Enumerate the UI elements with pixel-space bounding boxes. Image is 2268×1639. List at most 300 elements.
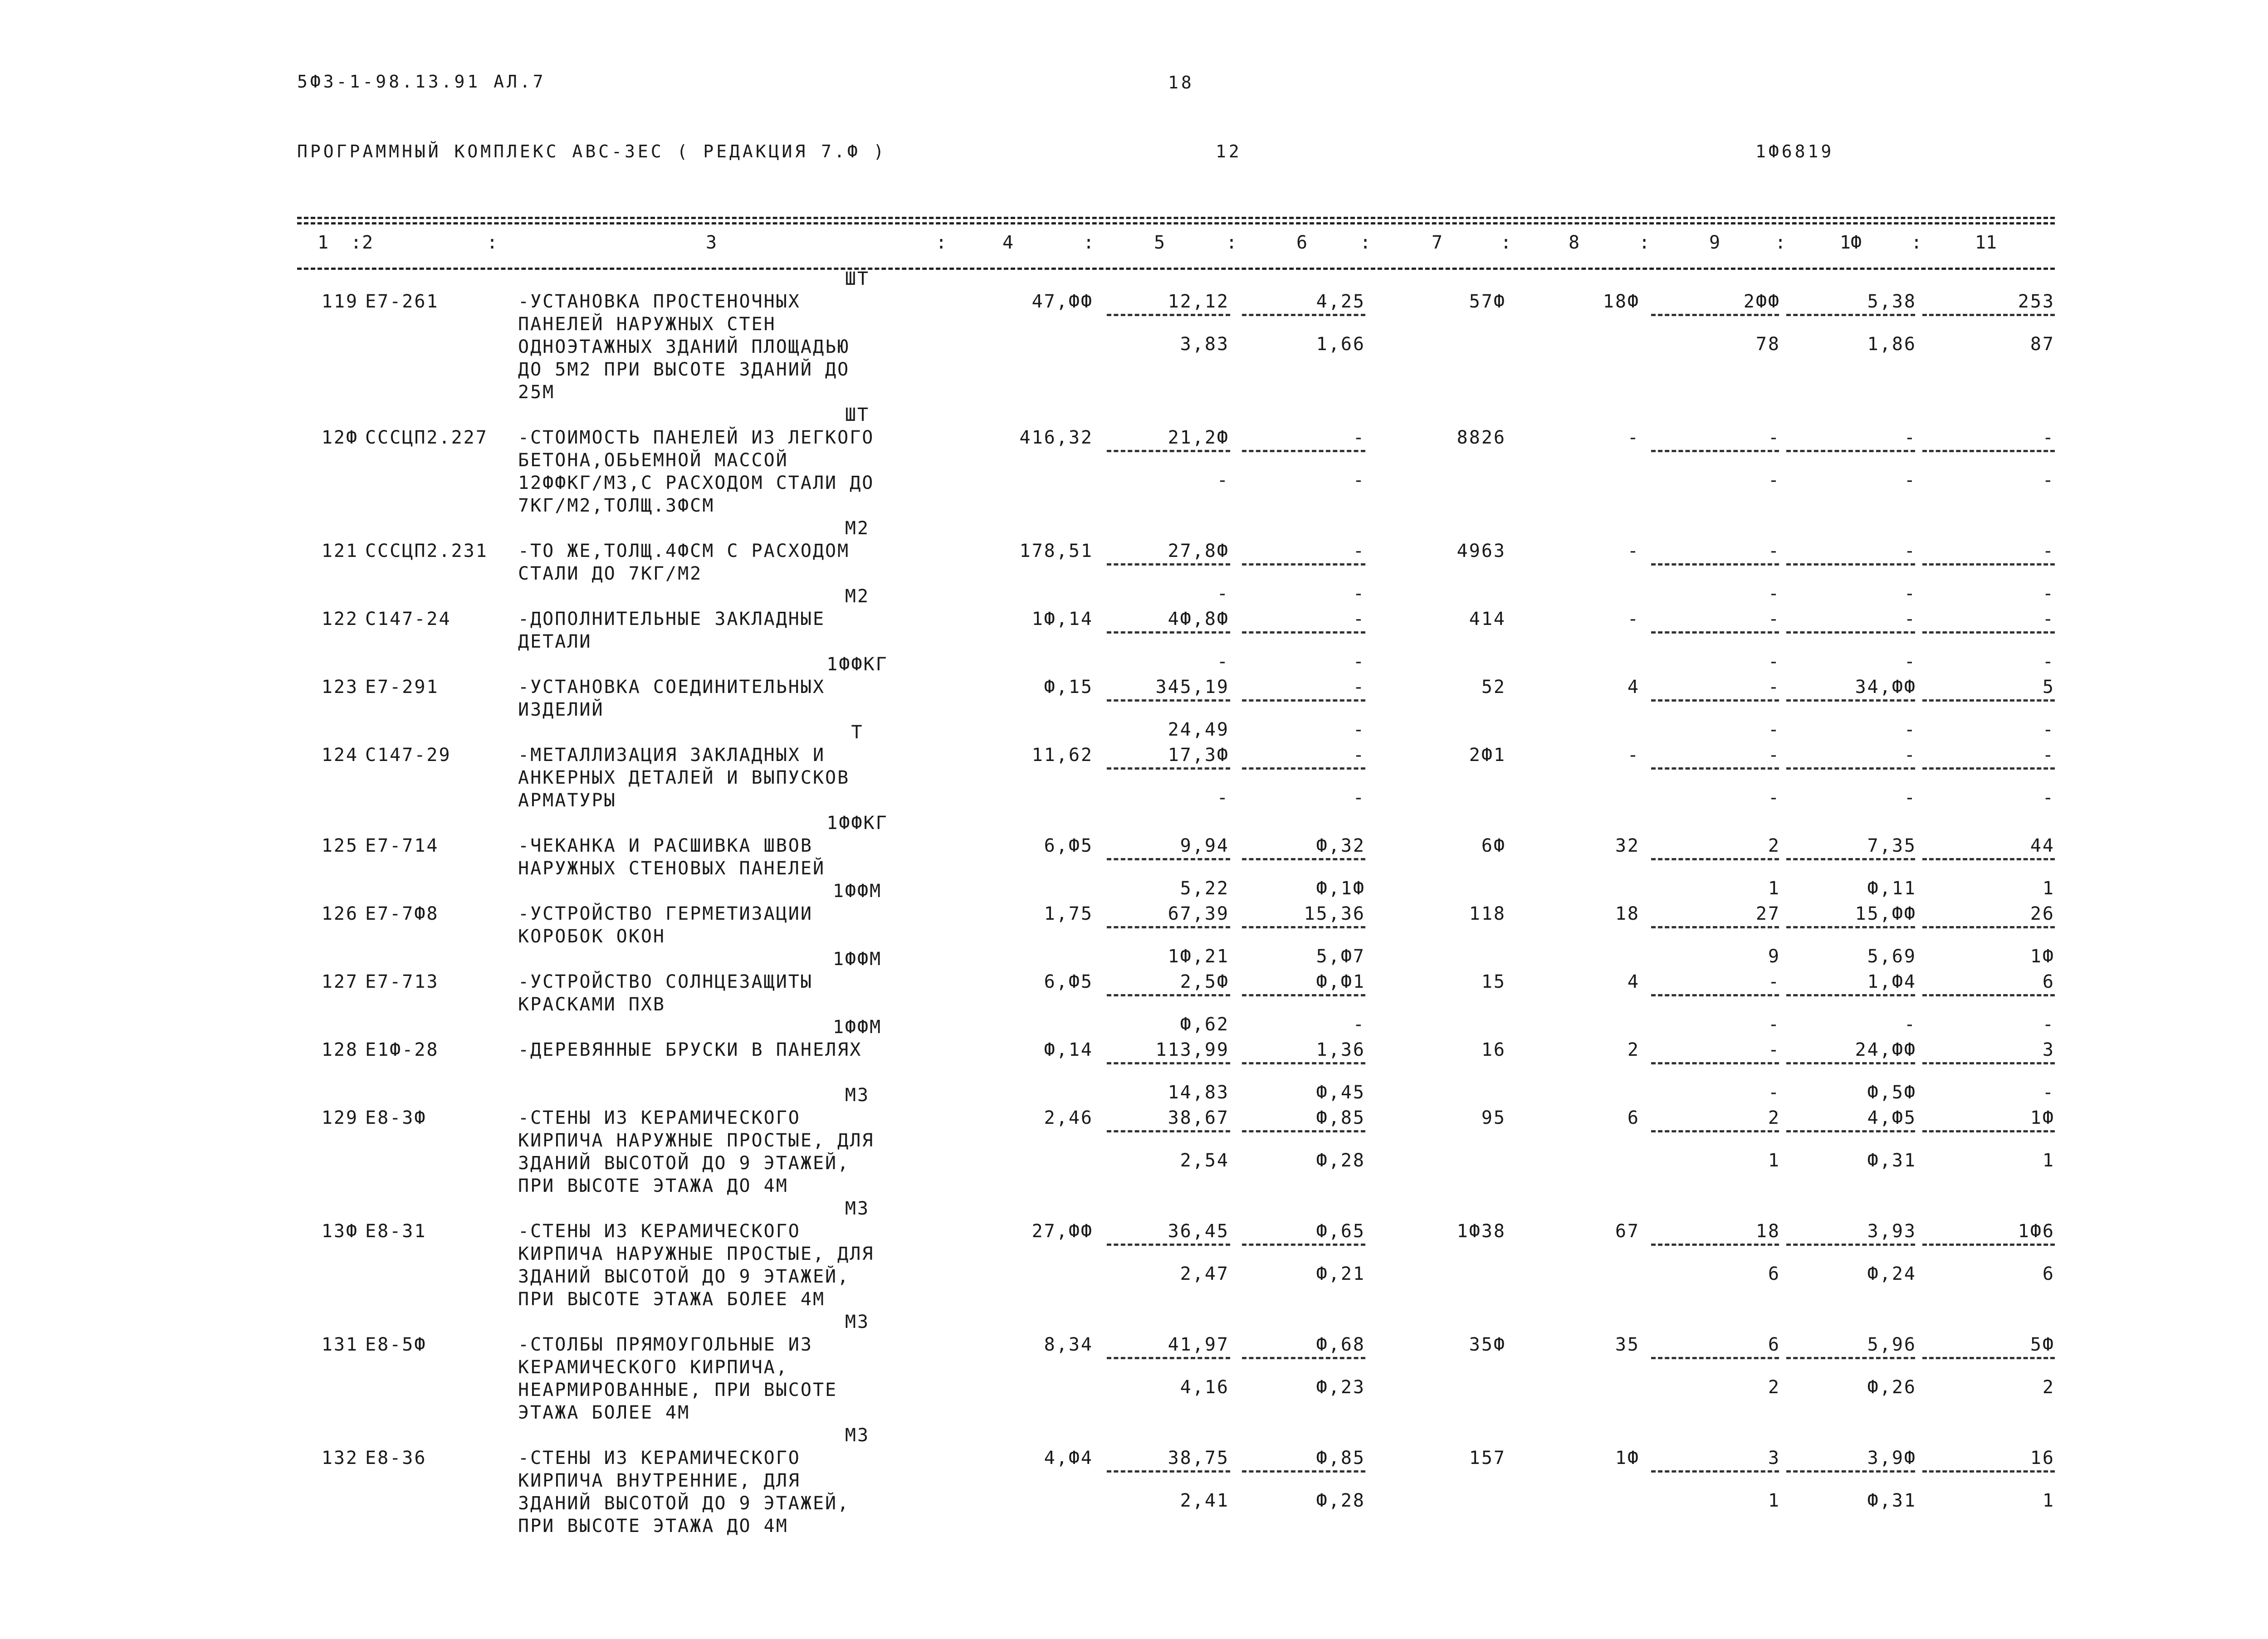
unit-of-measure: 1ФФКГ	[826, 813, 888, 834]
cell-c10: -	[1904, 427, 1916, 448]
value-divider-rule	[1922, 926, 2055, 928]
cell-c8: 35	[1615, 1334, 1640, 1355]
work-description-line: -УСТАНОВКА ПРОСТЕНОЧНЫХ	[518, 291, 801, 312]
cell-c6: Ф,68	[1316, 1334, 1365, 1355]
work-description-line: -МЕТАЛЛИЗАЦИЯ ЗАКЛАДНЫХ И	[518, 745, 826, 766]
subcell-c11: 6	[2042, 1263, 2055, 1284]
cell-c9: 3	[1768, 1448, 1780, 1468]
cell-c4: 416,32	[1019, 427, 1093, 448]
column-separator: :	[1083, 232, 1095, 253]
work-description-line: КИРПИЧА НАРУЖНЫЕ ПРОСТЫЕ, ДЛЯ	[518, 1244, 875, 1264]
value-divider-rule	[1242, 563, 1365, 566]
row-number: 124	[321, 745, 358, 766]
work-description-line: ПАНЕЛЕЙ НАРУЖНЫХ СТЕН	[518, 314, 776, 335]
work-description-line: ПРИ ВЫСОТЕ ЭТАЖА ДО 4М	[518, 1176, 788, 1196]
subcell-c6: -	[1353, 787, 1365, 808]
column-header-4: 4	[1002, 232, 1014, 253]
work-description-line: -ЧЕКАНКА И РАСШИВКА ШВОВ	[518, 835, 813, 856]
column-separator: :	[935, 232, 947, 253]
cell-c8: 67	[1615, 1221, 1640, 1242]
subcell-c6: Ф,28	[1316, 1150, 1365, 1171]
value-divider-rule	[1651, 767, 1779, 770]
column-header-1: 1	[317, 232, 329, 253]
value-divider-rule	[1922, 1130, 2055, 1132]
value-divider-rule	[1786, 858, 1915, 860]
subcell-c5: -	[1217, 651, 1229, 672]
unit-of-measure: Т	[851, 722, 864, 743]
cell-c7: 414	[1469, 609, 1506, 629]
value-divider-rule	[1786, 1130, 1915, 1132]
subcell-c11: -	[2042, 1082, 2055, 1103]
column-separator: :	[1638, 232, 1650, 253]
cell-c8: 1Ф	[1615, 1448, 1640, 1468]
work-description-line: -СТОЛБЫ ПРЯМОУГОЛЬНЫЕ ИЗ	[518, 1334, 813, 1355]
work-description-line: -СТЕНЫ ИЗ КЕРАМИЧЕСКОГО	[518, 1107, 801, 1128]
value-divider-rule	[1786, 631, 1915, 634]
subcell-c9: 1	[1768, 878, 1780, 899]
column-header-11: 11	[1975, 232, 1997, 253]
value-divider-rule	[1922, 1062, 2055, 1064]
cell-c4: Ф,15	[1044, 677, 1093, 698]
work-description-line: НАРУЖНЫХ СТЕНОВЫХ ПАНЕЛЕЙ	[518, 858, 826, 879]
cell-c11: -	[2042, 541, 2055, 561]
cell-c10: 7,35	[1867, 835, 1916, 856]
subcell-c5: -	[1217, 583, 1229, 604]
work-description-line: 12ФФКГ/М3,С РАСХОДОМ СТАЛИ ДО	[518, 473, 875, 493]
cell-c9: -	[1768, 609, 1780, 629]
work-description-line: КИРПИЧА НАРУЖНЫЕ ПРОСТЫЕ, ДЛЯ	[518, 1130, 875, 1151]
subcell-c10: Ф,31	[1867, 1490, 1916, 1511]
work-description-line: -ДЕРЕВЯННЫЕ БРУСКИ В ПАНЕЛЯХ	[518, 1039, 862, 1060]
rate-code: Е7-291	[365, 677, 439, 698]
work-description-line: ПРИ ВЫСОТЕ ЭТАЖА БОЛЕЕ 4М	[518, 1289, 826, 1310]
work-description-line: СТАЛИ ДО 7КГ/М2	[518, 563, 703, 584]
subcell-c9: -	[1768, 651, 1780, 672]
subcell-c6: -	[1353, 1014, 1365, 1035]
cell-c10: 3,9Ф	[1867, 1448, 1916, 1468]
cell-c5: 9,94	[1180, 835, 1229, 856]
work-description-line: ЗДАНИЙ ВЫСОТОЙ ДО 9 ЭТАЖЕЙ,	[518, 1266, 850, 1287]
subcell-c10: Ф,26	[1867, 1377, 1916, 1398]
subcell-c10: Ф,31	[1867, 1150, 1916, 1171]
cell-c7: 118	[1469, 903, 1506, 924]
cell-c10: 5,38	[1867, 291, 1916, 312]
subcell-c9: -	[1768, 787, 1780, 808]
subcell-c10: -	[1904, 719, 1916, 740]
cell-c5: 41,97	[1168, 1334, 1229, 1355]
value-divider-rule	[1786, 767, 1915, 770]
cell-c4: 11,62	[1031, 745, 1093, 766]
cell-c11: 6	[2042, 971, 2055, 992]
column-separator: :	[1500, 232, 1512, 253]
rate-code: С147-29	[365, 745, 451, 766]
subcell-c9: 1	[1768, 1150, 1780, 1171]
cell-c11: 1Ф6	[2018, 1221, 2055, 1242]
value-divider-rule	[1107, 563, 1230, 566]
cell-c8: -	[1627, 541, 1640, 561]
value-divider-rule	[1651, 699, 1779, 702]
cell-c11: -	[2042, 427, 2055, 448]
value-divider-rule	[1651, 1062, 1779, 1064]
cell-c4: 6,Ф5	[1044, 835, 1093, 856]
value-divider-rule	[1107, 1244, 1230, 1246]
subcell-c11: 1	[2042, 1150, 2055, 1171]
cell-c6: -	[1353, 677, 1365, 698]
cell-c9: -	[1768, 541, 1780, 561]
subcell-c11: 1	[2042, 1490, 2055, 1511]
work-description-line: АНКЕРНЫХ ДЕТАЛЕЙ И ВЫПУСКОВ	[518, 767, 850, 788]
column-header-5: 5	[1154, 232, 1165, 253]
value-divider-rule	[1786, 1244, 1915, 1246]
value-divider-rule	[1242, 1244, 1365, 1246]
cell-c7: 4963	[1457, 541, 1506, 561]
subcell-c6: -	[1353, 583, 1365, 604]
cell-c5: 38,67	[1168, 1107, 1229, 1128]
rate-code: Е7-261	[365, 291, 439, 312]
cell-c7: 57Ф	[1469, 291, 1506, 312]
value-divider-rule	[1922, 563, 2055, 566]
table-top-rule	[297, 217, 2055, 219]
row-number: 119	[321, 291, 358, 312]
unit-of-measure: М2	[845, 586, 870, 607]
subcell-c6: Ф,21	[1316, 1263, 1365, 1284]
document-id: 1Ф6819	[1755, 141, 1834, 161]
cell-c6: Ф,65	[1316, 1221, 1365, 1242]
work-description-line: КИРПИЧА ВНУТРЕННИЕ, ДЛЯ	[518, 1470, 801, 1491]
column-header-8: 8	[1568, 232, 1580, 253]
cell-c8: 32	[1615, 835, 1640, 856]
cell-c11: 3	[2042, 1039, 2055, 1060]
rate-code: Е8-3Ф	[365, 1107, 427, 1128]
row-number: 13Ф	[321, 1221, 358, 1242]
value-divider-rule	[1107, 767, 1230, 770]
value-divider-rule	[1107, 699, 1230, 702]
work-description-line: -УСТАНОВКА СОЕДИНИТЕЛЬНЫХ	[518, 677, 826, 698]
value-divider-rule	[1922, 1357, 2055, 1359]
cell-c8: -	[1627, 609, 1640, 629]
value-divider-rule	[1107, 314, 1230, 316]
unit-of-measure: М3	[845, 1312, 870, 1332]
cell-c10: 4,Ф5	[1867, 1107, 1916, 1128]
cell-c5: 17,3Ф	[1168, 745, 1229, 766]
cell-c8: 2	[1627, 1039, 1640, 1060]
column-header-3: 3	[705, 232, 717, 253]
cell-c7: 16	[1481, 1039, 1506, 1060]
subcell-c6: -	[1353, 470, 1365, 491]
cell-c5: 2,5Ф	[1180, 971, 1229, 992]
cell-c8: -	[1627, 427, 1640, 448]
cell-c7: 95	[1481, 1107, 1506, 1128]
column-header-9: 9	[1709, 232, 1721, 253]
subcell-c11: -	[2042, 719, 2055, 740]
unit-of-measure: ШТ	[845, 405, 870, 425]
row-number: 121	[321, 541, 358, 561]
subcell-c5: 2,54	[1180, 1150, 1229, 1171]
work-description-line: ДО 5М2 ПРИ ВЫСОТЕ ЗДАНИЙ ДО	[518, 359, 850, 380]
cell-c6: -	[1353, 541, 1365, 561]
unit-of-measure: М2	[845, 518, 870, 539]
value-divider-rule	[1922, 699, 2055, 702]
rate-code: Е8-31	[365, 1221, 427, 1242]
cell-c10: 34,ФФ	[1855, 677, 1916, 698]
value-divider-rule	[1651, 631, 1779, 634]
unit-of-measure: 1ФФМ	[832, 881, 882, 902]
work-description-line: ИЗДЕЛИЙ	[518, 699, 604, 720]
value-divider-rule	[1786, 699, 1915, 702]
subcell-c11: -	[2042, 583, 2055, 604]
value-divider-rule	[1786, 450, 1915, 452]
value-divider-rule	[1107, 1062, 1230, 1064]
cell-c10: -	[1904, 745, 1916, 766]
subcell-c6: 5,Ф7	[1316, 946, 1365, 967]
row-number: 132	[321, 1448, 358, 1468]
cell-c8: 6	[1627, 1107, 1640, 1128]
value-divider-rule	[1242, 767, 1365, 770]
cell-c5: 345,19	[1155, 677, 1229, 698]
cell-c4: Ф,14	[1044, 1039, 1093, 1060]
work-description-line: -СТОИМОСТЬ ПАНЕЛЕЙ ИЗ ЛЕГКОГО	[518, 427, 875, 448]
subcell-c11: -	[2042, 470, 2055, 491]
value-divider-rule	[1242, 994, 1365, 996]
column-header-rule	[297, 268, 2055, 270]
subcell-c11: 1Ф	[2030, 946, 2055, 967]
value-divider-rule	[1651, 314, 1779, 316]
rate-code: Е7-714	[365, 835, 439, 856]
value-divider-rule	[1786, 994, 1915, 996]
value-divider-rule	[1242, 1130, 1365, 1132]
cell-c8: -	[1627, 745, 1640, 766]
column-separator: :	[1359, 232, 1371, 253]
rate-code: С147-24	[365, 609, 451, 629]
work-description-line: -УСТРОЙСТВО СОЛНЦЕЗАЩИТЫ	[518, 971, 813, 992]
work-description-line: -УСТРОЙСТВО ГЕРМЕТИЗАЦИИ	[518, 903, 813, 924]
cell-c11: 253	[2018, 291, 2055, 312]
subcell-c11: 2	[2042, 1377, 2055, 1398]
subcell-c9: -	[1768, 719, 1780, 740]
value-divider-rule	[1922, 858, 2055, 860]
subcell-c10: Ф,24	[1867, 1263, 1916, 1284]
value-divider-rule	[1651, 858, 1779, 860]
value-divider-rule	[1786, 1062, 1915, 1064]
cell-c7: 52	[1481, 677, 1506, 698]
cell-c6: 15,36	[1304, 903, 1365, 924]
cell-c10: -	[1904, 541, 1916, 561]
cell-c10: 24,ФФ	[1855, 1039, 1916, 1060]
rate-code: СССЦП2.231	[365, 541, 488, 561]
value-divider-rule	[1786, 1470, 1915, 1473]
cell-c11: 1Ф	[2030, 1107, 2055, 1128]
value-divider-rule	[1786, 926, 1915, 928]
column-separator: :	[486, 232, 498, 253]
subcell-c5: 3,83	[1180, 334, 1229, 355]
cell-c5: 21,2Ф	[1168, 427, 1229, 448]
value-divider-rule	[1242, 631, 1365, 634]
cell-c11: 5Ф	[2030, 1334, 2055, 1355]
subcell-c6: -	[1353, 651, 1365, 672]
cell-c9: 6	[1768, 1334, 1780, 1355]
rate-code: Е8-5Ф	[365, 1334, 427, 1355]
column-separator: :	[1911, 232, 1922, 253]
subcell-c10: -	[1904, 1014, 1916, 1035]
cell-c9: 2	[1768, 835, 1780, 856]
work-description-line: -ДОПОЛНИТЕЛЬНЫЕ ЗАКЛАДНЫЕ	[518, 609, 826, 629]
work-description-line: ОДНОЭТАЖНЫХ ЗДАНИЙ ПЛОЩАДЬЮ	[518, 337, 850, 357]
subcell-c6: -	[1353, 719, 1365, 740]
value-divider-rule	[1242, 450, 1365, 452]
cell-c10: 15,ФФ	[1855, 903, 1916, 924]
row-number: 127	[321, 971, 358, 992]
value-divider-rule	[1107, 1130, 1230, 1132]
cell-c11: 5	[2042, 677, 2055, 698]
value-divider-rule	[1242, 1357, 1365, 1359]
column-header-6: 6	[1296, 232, 1308, 253]
work-description-line: 25М	[518, 382, 555, 403]
subcell-c9: -	[1768, 583, 1780, 604]
value-divider-rule	[1922, 450, 2055, 452]
work-description-line: ЭТАЖА БОЛЕЕ 4М	[518, 1402, 690, 1423]
cell-c7: 2Ф1	[1469, 745, 1506, 766]
column-header-7: 7	[1431, 232, 1443, 253]
cell-c4: 47,ФФ	[1031, 291, 1093, 312]
cell-c7: 6Ф	[1481, 835, 1506, 856]
cell-c6: 4,25	[1316, 291, 1365, 312]
cell-c7: 35Ф	[1469, 1334, 1506, 1355]
work-description-line: -СТЕНЫ ИЗ КЕРАМИЧЕСКОГО	[518, 1448, 801, 1468]
unit-of-measure: 1ФФМ	[832, 1017, 882, 1038]
subcell-c6: Ф,23	[1316, 1377, 1365, 1398]
cell-c6: Ф,Ф1	[1316, 971, 1365, 992]
value-divider-rule	[1786, 1357, 1915, 1359]
value-divider-rule	[1922, 631, 2055, 634]
subcell-c10: 5,69	[1867, 946, 1916, 967]
cell-c6: -	[1353, 427, 1365, 448]
cell-c9: -	[1768, 745, 1780, 766]
cell-c11: -	[2042, 609, 2055, 629]
subcell-c9: -	[1768, 1014, 1780, 1035]
row-number: 125	[321, 835, 358, 856]
column-header-2: 2	[362, 232, 373, 253]
subcell-c11: -	[2042, 651, 2055, 672]
subcell-c6: 1,66	[1316, 334, 1365, 355]
column-header-10: 1Ф	[1839, 232, 1862, 253]
cell-c7: 8826	[1457, 427, 1506, 448]
column-separator: :	[1774, 232, 1786, 253]
work-description-line: КЕРАМИЧЕСКОГО КИРПИЧА,	[518, 1357, 788, 1378]
value-divider-rule	[1922, 314, 2055, 316]
cell-c6: -	[1353, 609, 1365, 629]
cell-c9: -	[1768, 677, 1780, 698]
cell-c5: 113,99	[1155, 1039, 1229, 1060]
value-divider-rule	[1786, 563, 1915, 566]
value-divider-rule	[1242, 1470, 1365, 1473]
row-number: 12Ф	[321, 427, 358, 448]
cell-c6: Ф,85	[1316, 1448, 1365, 1468]
row-number: 128	[321, 1039, 358, 1060]
subcell-c11: 1	[2042, 878, 2055, 899]
cell-c10: -	[1904, 609, 1916, 629]
cell-c11: 26	[2030, 903, 2055, 924]
rate-code: Е7-7Ф8	[365, 903, 439, 924]
value-divider-rule	[1786, 314, 1915, 316]
value-divider-rule	[1651, 926, 1779, 928]
cell-c8: 18	[1615, 903, 1640, 924]
work-description-line: БЕТОНА,ОБЬЕМНОЙ МАССОЙ	[518, 450, 788, 471]
value-divider-rule	[1242, 858, 1365, 860]
subcell-c10: -	[1904, 651, 1916, 672]
cell-c10: 5,96	[1867, 1334, 1916, 1355]
cell-c9: 27	[1755, 903, 1780, 924]
value-divider-rule	[1651, 1357, 1779, 1359]
unit-of-measure: ШТ	[845, 268, 870, 289]
unit-of-measure: М3	[845, 1085, 870, 1106]
cell-c4: 1,75	[1044, 903, 1093, 924]
subcell-c9: 9	[1768, 946, 1780, 967]
value-divider-rule	[1242, 699, 1365, 702]
rate-code: Е8-36	[365, 1448, 427, 1468]
subcell-c11: 87	[2030, 334, 2055, 355]
doc-code: 5Ф3-1-98.13.91 АЛ.7	[297, 72, 546, 92]
sheet-number: 18	[1168, 73, 1194, 93]
value-divider-rule	[1107, 450, 1230, 452]
work-description-line: ПРИ ВЫСОТЕ ЭТАЖА ДО 4М	[518, 1516, 788, 1537]
cell-c8: 4	[1627, 971, 1640, 992]
subcell-c5: -	[1217, 470, 1229, 491]
unit-of-measure: М3	[845, 1425, 870, 1446]
row-number: 122	[321, 609, 358, 629]
work-description-line: 7КГ/М2,ТОЛЩ.3ФСМ	[518, 495, 715, 516]
value-divider-rule	[1242, 1062, 1365, 1064]
cell-c8: 18Ф	[1603, 291, 1640, 312]
row-number: 123	[321, 677, 358, 698]
cell-c5: 4Ф,8Ф	[1168, 609, 1229, 629]
cell-c4: 8,34	[1044, 1334, 1093, 1355]
subcell-c6: Ф,28	[1316, 1490, 1365, 1511]
cell-c6: Ф,85	[1316, 1107, 1365, 1128]
page-number: 12	[1216, 141, 1242, 161]
program-title: ПРОГРАММНЫЙ КОМПЛЕКС АВС-ЗЕС ( РЕДАКЦИЯ 7.Ф )	[297, 141, 887, 161]
value-divider-rule	[1107, 631, 1230, 634]
work-description-line: ЗДАНИЙ ВЫСОТОЙ ДО 9 ЭТАЖЕЙ,	[518, 1153, 850, 1174]
value-divider-rule	[1107, 858, 1230, 860]
cell-c5: 36,45	[1168, 1221, 1229, 1242]
cell-c11: 44	[2030, 835, 2055, 856]
column-separator: :	[350, 232, 362, 253]
unit-of-measure: 1ФФКГ	[826, 654, 888, 675]
value-divider-rule	[1651, 1244, 1779, 1246]
subcell-c9: 2	[1768, 1377, 1780, 1398]
value-divider-rule	[1242, 314, 1365, 316]
row-number: 126	[321, 903, 358, 924]
cell-c11: 16	[2030, 1448, 2055, 1468]
value-divider-rule	[1242, 926, 1365, 928]
column-separator: :	[1226, 232, 1237, 253]
cell-c7: 1Ф38	[1457, 1221, 1506, 1242]
value-divider-rule	[1922, 1244, 2055, 1246]
cell-c4: 1Ф,14	[1031, 609, 1093, 629]
cell-c7: 157	[1469, 1448, 1506, 1468]
table-top-rule-2	[297, 222, 2055, 224]
value-divider-rule	[1107, 926, 1230, 928]
value-divider-rule	[1651, 450, 1779, 452]
work-description-line: АРМАТУРЫ	[518, 790, 616, 811]
unit-of-measure: М3	[845, 1198, 870, 1219]
cell-c5: 38,75	[1168, 1448, 1229, 1468]
subcell-c5: 24,49	[1168, 719, 1229, 740]
cell-c11: -	[2042, 745, 2055, 766]
subcell-c10: -	[1904, 470, 1916, 491]
cell-c9: -	[1768, 427, 1780, 448]
cell-c4: 6,Ф5	[1044, 971, 1093, 992]
